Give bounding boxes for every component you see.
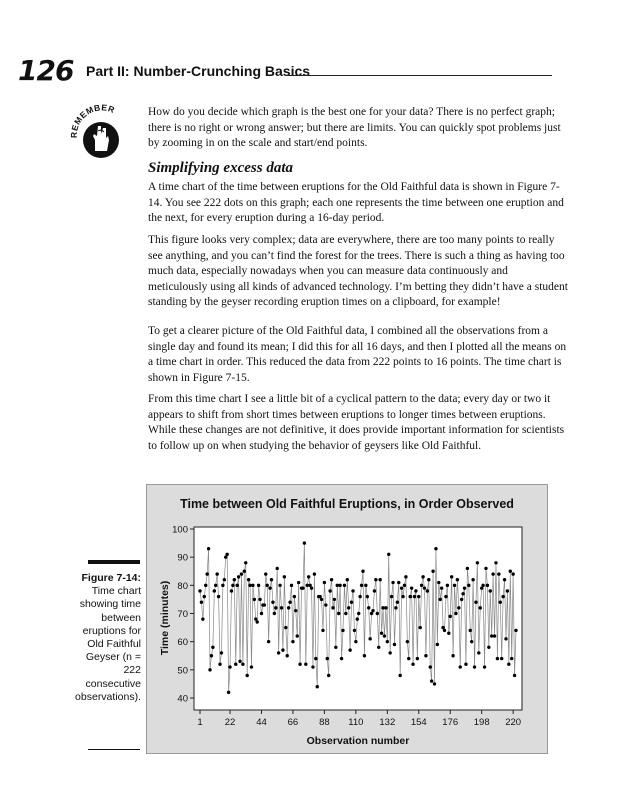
data-point (338, 584, 341, 587)
data-point (456, 578, 459, 581)
data-point (243, 570, 246, 573)
data-point (356, 617, 359, 620)
data-point (416, 657, 419, 660)
data-point (257, 584, 260, 587)
data-point (274, 606, 277, 609)
x-tick-label: 132 (379, 717, 396, 728)
data-point (221, 584, 224, 587)
data-point (374, 578, 377, 581)
data-point (443, 629, 446, 632)
data-point (479, 606, 482, 609)
data-point (461, 592, 464, 595)
data-point (507, 663, 510, 666)
data-point (404, 575, 407, 578)
data-point (464, 663, 467, 666)
x-tick-label: 88 (319, 717, 330, 728)
data-point (264, 572, 267, 575)
data-point (419, 626, 422, 629)
data-point (337, 612, 340, 615)
data-point (348, 648, 351, 651)
data-point (293, 595, 296, 598)
data-point (283, 575, 286, 578)
data-point (493, 634, 496, 637)
x-tick-label: 66 (287, 717, 299, 728)
data-point (388, 651, 391, 654)
data-point (270, 578, 273, 581)
data-point (436, 643, 439, 646)
data-point (470, 640, 473, 643)
data-point (304, 663, 307, 666)
data-point (294, 609, 297, 612)
figure-label: Figure 7-14: (81, 572, 141, 584)
y-tick-label: 60 (177, 637, 188, 649)
data-point (434, 547, 437, 550)
data-point (424, 654, 427, 657)
x-tick-label: 220 (505, 717, 522, 728)
data-point (394, 606, 397, 609)
data-point (277, 651, 280, 654)
data-point (210, 654, 213, 657)
data-point (260, 612, 263, 615)
data-point (354, 640, 357, 643)
data-point (417, 595, 420, 598)
data-point (244, 561, 247, 564)
data-point (307, 575, 310, 578)
figure-caption-text: Time chart showing time between eruptions for Old Faithful Geyser (n = 222 consecutive observations). (75, 585, 141, 703)
data-point (273, 612, 276, 615)
data-point (466, 567, 469, 570)
data-point (271, 601, 274, 604)
data-point (444, 595, 447, 598)
data-point (241, 663, 244, 666)
data-point (360, 584, 363, 587)
data-point (376, 612, 379, 615)
figure-rule (88, 560, 140, 564)
page-number: 126 (18, 54, 74, 87)
data-point (238, 660, 241, 663)
data-point (506, 589, 509, 592)
data-point (313, 572, 316, 575)
data-point (328, 589, 331, 592)
data-point (446, 584, 449, 587)
data-point (267, 640, 270, 643)
data-point (486, 584, 489, 587)
data-point (223, 578, 226, 581)
data-point (245, 674, 248, 677)
data-point (499, 601, 502, 604)
data-point (290, 584, 293, 587)
paragraph-4: From this time chart I see a little bit of a cyclical pattern to the data; every day or two it appears to shift from short times between eruptions to longer times between eruptions. While these changes are not definitive, it does provide important information for scientists to follow up on when studying the behavior of geysers like Old Faithful. (148, 393, 565, 452)
data-point (211, 646, 214, 649)
data-point (489, 589, 492, 592)
data-point (503, 578, 506, 581)
data-point (350, 601, 353, 604)
data-point (400, 586, 403, 589)
data-point (429, 665, 432, 668)
data-point (258, 598, 261, 601)
data-point (439, 598, 442, 601)
data-point (344, 612, 347, 615)
data-point (433, 682, 436, 685)
data-point (406, 640, 409, 643)
data-point (460, 598, 463, 601)
data-point (205, 572, 208, 575)
data-point (451, 654, 454, 657)
data-point (513, 674, 516, 677)
data-point (457, 606, 460, 609)
data-point (500, 657, 503, 660)
data-point (487, 646, 490, 649)
data-point (234, 663, 237, 666)
data-point (497, 572, 500, 575)
x-axis-label: Observation number (306, 735, 410, 747)
data-point (255, 620, 258, 623)
data-point (363, 654, 366, 657)
data-point (198, 589, 201, 592)
remember-label: REMEMBER (68, 102, 117, 139)
data-point (447, 632, 450, 635)
data-point (227, 691, 230, 694)
data-point (250, 665, 253, 668)
data-point (358, 595, 361, 598)
data-point (450, 575, 453, 578)
data-point (218, 663, 221, 666)
data-point (511, 572, 514, 575)
data-point (281, 648, 284, 651)
data-point (217, 595, 220, 598)
data-point (396, 601, 399, 604)
data-point (437, 581, 440, 584)
data-point (334, 646, 337, 649)
data-point (266, 584, 269, 587)
data-point (469, 629, 472, 632)
data-point (473, 665, 476, 668)
data-point (204, 584, 207, 587)
data-point (367, 606, 370, 609)
part-title: Part II: Number-Crunching Basics (86, 63, 311, 79)
data-point (311, 665, 314, 668)
x-tick-label: 110 (348, 717, 364, 728)
data-point (353, 629, 356, 632)
data-point (207, 547, 210, 550)
data-point (331, 606, 334, 609)
data-point (407, 657, 410, 660)
data-point (340, 657, 343, 660)
data-point (431, 570, 434, 573)
data-point (284, 626, 287, 629)
data-point (440, 586, 443, 589)
data-point (421, 575, 424, 578)
data-point (321, 629, 324, 632)
data-point (310, 586, 313, 589)
data-point (387, 553, 390, 556)
data-point (251, 584, 254, 587)
chart-title: Time between Old Faithful Eruptions, in Order Observed (180, 497, 514, 511)
data-point (491, 572, 494, 575)
data-point (484, 567, 487, 570)
y-tick-label: 40 (177, 693, 188, 705)
data-point (247, 578, 250, 581)
data-point (220, 651, 223, 654)
data-point (324, 603, 327, 606)
data-point (393, 643, 396, 646)
data-point (253, 598, 256, 601)
data-point (316, 685, 319, 688)
data-point (228, 665, 231, 668)
data-point (301, 586, 304, 589)
data-point (384, 606, 387, 609)
data-point (430, 679, 433, 682)
data-point (230, 589, 233, 592)
data-point (380, 632, 383, 635)
data-point (467, 584, 470, 587)
data-point (483, 665, 486, 668)
data-point (287, 606, 290, 609)
data-point (459, 665, 462, 668)
data-point (391, 581, 394, 584)
data-point (288, 601, 291, 604)
data-point (200, 601, 203, 604)
data-point (240, 572, 243, 575)
data-point (420, 584, 423, 587)
time-chart (146, 484, 548, 754)
data-point (408, 595, 411, 598)
data-point (296, 634, 299, 637)
remember-icon (68, 98, 134, 164)
data-point (398, 674, 401, 677)
data-point (371, 609, 374, 612)
y-tick-label: 80 (177, 580, 188, 592)
data-point (463, 586, 466, 589)
x-tick-label: 1 (197, 717, 203, 728)
data-point (263, 603, 266, 606)
data-point (237, 575, 240, 578)
data-point (323, 581, 326, 584)
data-point (410, 586, 413, 589)
x-tick-label: 44 (256, 717, 267, 728)
data-point (411, 663, 414, 666)
x-tick-label: 154 (410, 717, 427, 728)
data-point (213, 589, 216, 592)
data-point (509, 570, 512, 573)
data-point (427, 578, 430, 581)
paragraph-2: This figure looks very complex; data are everywhere, there are too many points to really see anything, and you can’t find the forest for the trees. There is such a thing as having too much data, especially nowadays when you can measure data continuously and meticulously using all kinds of advanced technology. I’m betting they didn’t have a student standing by the geyser recording eruption times on a clipboard, for example! (148, 234, 568, 309)
data-point (454, 612, 457, 615)
header-rule (286, 75, 552, 76)
data-point (397, 581, 400, 584)
paragraph-1: A time chart of the time between eruptions for the Old Faithful data is shown in Figure 7-14. You see 222 dots on this graph; each one represents the time between one eruption and the next, for every eruption during a 16-day period. (148, 181, 564, 225)
data-point (401, 595, 404, 598)
data-point (476, 561, 479, 564)
data-point (203, 595, 206, 598)
figure-caption (70, 572, 141, 704)
data-point (215, 572, 218, 575)
section-heading: Simplifying excess data (148, 160, 293, 176)
data-point (214, 584, 217, 587)
data-point (333, 598, 336, 601)
y-axis-label: Time (minutes) (159, 580, 171, 656)
data-point (351, 589, 354, 592)
data-point (373, 589, 376, 592)
data-point (383, 634, 386, 637)
y-tick-label: 50 (177, 665, 188, 677)
data-point (235, 584, 238, 587)
y-tick-label: 90 (177, 552, 188, 564)
data-point (357, 612, 360, 615)
data-point (280, 606, 283, 609)
data-point (286, 654, 289, 657)
data-point (346, 578, 349, 581)
data-point (403, 584, 406, 587)
data-point (426, 589, 429, 592)
data-point (386, 640, 389, 643)
data-point (494, 561, 497, 564)
data-point (268, 586, 271, 589)
remember-paragraph: How do you decide which graph is the best one for your data? There is no perfect graph; there is no right or wrong answer; but there are limits. You can quickly spot problems just by zooming in on the scale and start/end points. (148, 106, 561, 150)
data-point (314, 657, 317, 660)
data-point (298, 663, 301, 666)
x-tick-label: 176 (442, 717, 459, 728)
data-point (471, 578, 474, 581)
data-point (366, 595, 369, 598)
data-point (377, 646, 380, 649)
data-point (320, 598, 323, 601)
data-point (368, 637, 371, 640)
y-tick-label: 100 (172, 524, 188, 536)
data-point (423, 586, 426, 589)
data-point (297, 581, 300, 584)
data-point (347, 606, 350, 609)
data-point (233, 578, 236, 581)
data-point (414, 589, 417, 592)
data-point (413, 595, 416, 598)
data-point (481, 584, 484, 587)
data-point (477, 651, 480, 654)
x-tick-label: 198 (473, 717, 490, 728)
data-point (341, 629, 344, 632)
data-point (390, 595, 393, 598)
data-point (474, 601, 477, 604)
data-point (453, 584, 456, 587)
data-point (326, 657, 329, 660)
data-point (201, 617, 204, 620)
data-point (361, 570, 364, 573)
data-point (225, 553, 228, 556)
data-point (343, 584, 346, 587)
data-point (231, 584, 234, 587)
data-point (504, 637, 507, 640)
data-point (496, 657, 499, 660)
data-point (208, 668, 211, 671)
data-point (276, 567, 279, 570)
paragraph-3: To get a clearer picture of the Old Faithful data, I combined all the observations from a single day and found its mean; I did this for all 16 days, and then I plotted all the means on a time chart in order. This reduced the data from 222 points to 16 points. The time chart is shown in Figure 7-15. (148, 325, 567, 384)
data-point (514, 629, 517, 632)
data-point (327, 674, 330, 677)
data-point (303, 541, 306, 544)
data-point (364, 584, 367, 587)
data-point (510, 657, 513, 660)
data-point (501, 595, 504, 598)
data-point (330, 578, 333, 581)
data-point (291, 640, 294, 643)
data-point (278, 584, 281, 587)
data-point (449, 615, 452, 618)
x-axis (197, 710, 521, 728)
data-point (378, 578, 381, 581)
y-tick-label: 70 (177, 609, 188, 620)
y-axis (172, 525, 194, 705)
x-tick-label: 22 (224, 717, 236, 728)
figure-bottom-rule (88, 749, 140, 750)
